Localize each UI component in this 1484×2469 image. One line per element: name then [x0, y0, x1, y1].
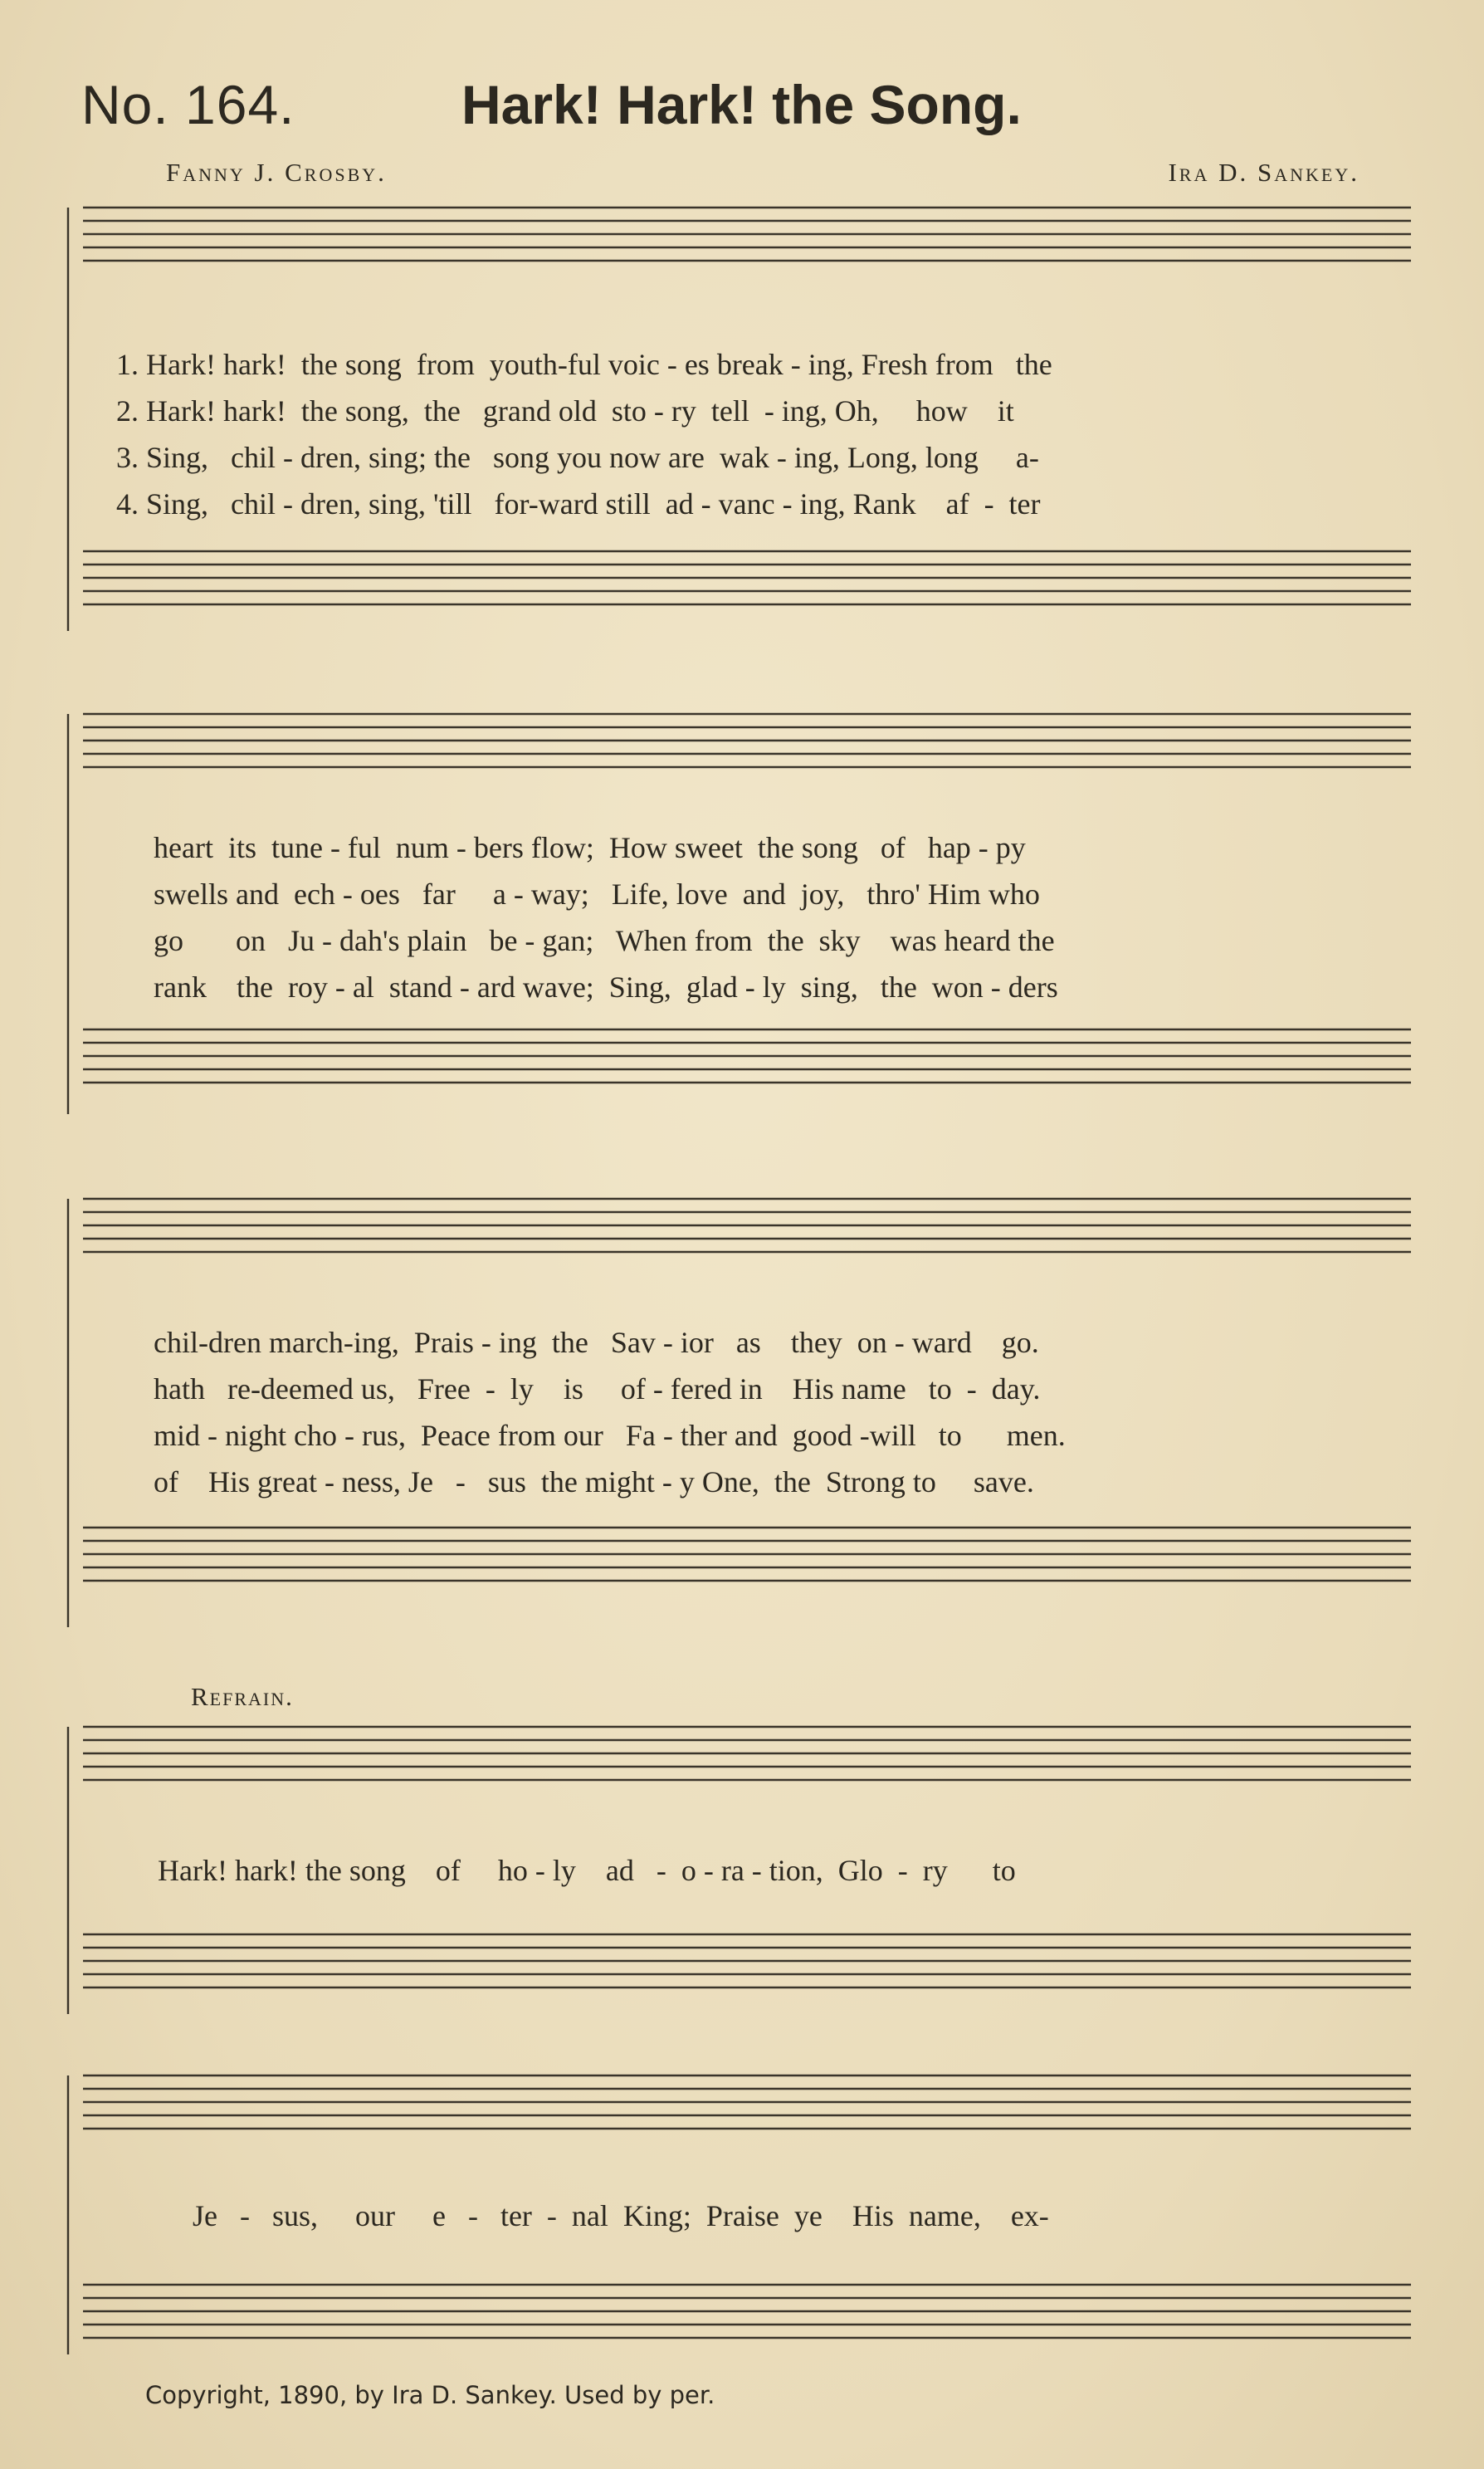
lyric-line: heart its tune - ful num - bers flow; How sweet the song of hap - py [154, 831, 1026, 864]
lyric-line: 4. Sing, chil - dren, sing, 'till for-ward still ad - vanc - ing, Rank af - ter [116, 487, 1041, 521]
lyric-line: Je - sus, our e - ter - nal King; Praise ye His name, ex- [193, 2199, 1049, 2232]
copyright-notice: Copyright, 1890, by Ira D. Sankey. Used by per. [145, 2381, 715, 2409]
lyric-line: 2. Hark! hark! the song, the grand old sto - ry tell - ing, Oh, how it [116, 394, 1014, 428]
lyric-line: go on Ju - dah's plain be - gan; When from the sky was heard the [154, 924, 1055, 957]
lyric-line: rank the roy - al stand - ard wave; Sing, glad - ly sing, the won - ders [154, 970, 1058, 1004]
lyric-line: 1. Hark! hark! the song from youth-ful voic - es break - ing, Fresh from the [116, 348, 1052, 381]
hymn-number: No. 164. [81, 74, 295, 135]
refrain-label: Refrain. [191, 1682, 294, 1711]
author-credit: Fanny J. Crosby. [166, 158, 387, 187]
lyric-line: mid - night cho - rus, Peace from our Fa - ther and good -will to men. [154, 1419, 1066, 1452]
hymn-title: Hark! Hark! the Song. [461, 74, 1022, 135]
lyric-line: chil-dren march-ing, Prais - ing the Sav - ior as they on - ward go. [154, 1326, 1039, 1359]
lyric-line: 3. Sing, chil - dren, sing; the song you now are wak - ing, Long, long a- [116, 441, 1039, 474]
lyric-line: hath re-deemed us, Free - ly is of - fered in His name to - day. [154, 1372, 1041, 1406]
composer-credit: Ira D. Sankey. [1168, 158, 1360, 187]
lyric-line: swells and ech - oes far a - way; Life, love and joy, thro' Him who [154, 878, 1040, 911]
lyric-line: Hark! hark! the song of ho - ly ad - o - ra - tion, Glo - ry to [158, 1854, 1016, 1887]
lyric-line: of His great - ness, Je - sus the might - y One, the Strong to save. [154, 1465, 1034, 1499]
